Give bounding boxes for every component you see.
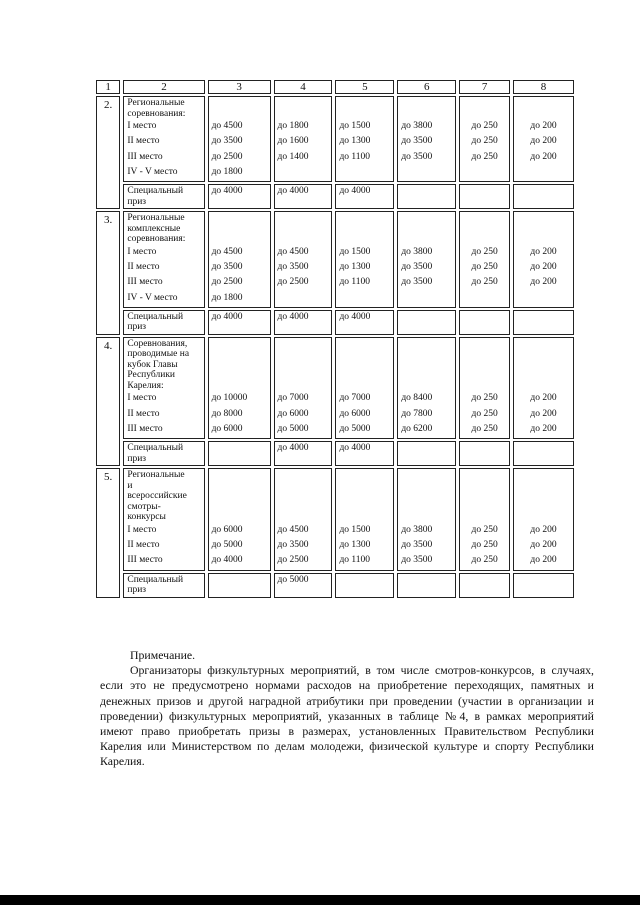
prize-value: до 1100 [339, 277, 371, 288]
value-cell [335, 96, 394, 182]
cell-spacer [339, 98, 390, 119]
header-cell: 8 [513, 80, 574, 94]
cell-spacer [401, 339, 452, 392]
special-prize-label-line: Специальный [127, 443, 184, 454]
special-prize-label-line: приз [127, 196, 147, 207]
prize-value: до 250 [471, 555, 498, 566]
value-cell [459, 337, 510, 439]
prize-value: до 250 [471, 246, 498, 257]
prize-value: до 3500 [401, 555, 433, 566]
cell-spacer [401, 98, 452, 119]
prize-value: до 250 [471, 151, 498, 162]
prize-value: до 200 [530, 524, 557, 535]
special-prize-value [208, 573, 271, 598]
special-prize-value: до 4000 [208, 310, 271, 335]
event-title-line: кубок Главы [127, 359, 178, 370]
value-cell [274, 468, 333, 570]
place-label: III место [127, 555, 163, 566]
header-cell: 1 [96, 80, 120, 94]
prize-value: до 6000 [211, 423, 243, 434]
prize-value: до 4500 [211, 246, 243, 257]
special-prize-value [397, 184, 456, 209]
special-prize-value [459, 573, 510, 598]
special-prize-label-line: Специальный [127, 574, 184, 585]
row-number: 5. [96, 468, 120, 597]
special-prize-value: до 4000 [335, 184, 394, 209]
prize-value: до 200 [530, 151, 557, 162]
prize-value: до 8000 [211, 408, 243, 419]
special-prize-label [123, 441, 204, 466]
event-label [123, 211, 204, 308]
special-prize-label [123, 310, 204, 335]
prize-value: до 250 [471, 423, 498, 434]
prize-value: до 3500 [277, 261, 309, 272]
table-body [96, 80, 574, 598]
prize-value: до 250 [471, 524, 498, 535]
prize-value: до 3800 [401, 246, 433, 257]
place-label: II место [127, 408, 160, 419]
special-prize-value [459, 310, 510, 335]
cell-spacer [212, 339, 267, 392]
table-row [96, 211, 574, 308]
value-cell [274, 211, 333, 308]
cell-spacer [339, 339, 390, 392]
prize-value: до 1400 [277, 151, 309, 162]
prize-table [93, 78, 577, 600]
special-prize-value: до 4000 [335, 441, 394, 466]
value-cell [513, 337, 574, 439]
value-cell [397, 96, 456, 182]
prize-value: до 1300 [339, 136, 371, 147]
prize-value: до 200 [530, 136, 557, 147]
place-label: IV - V место [127, 166, 178, 177]
cell-spacer [401, 213, 452, 245]
cell-spacer [517, 470, 570, 523]
prize-value: до 3500 [401, 261, 433, 272]
special-prize-value: до 4000 [208, 184, 271, 209]
special-prize-value [513, 310, 574, 335]
prize-value: до 7800 [401, 408, 433, 419]
cell-spacer [463, 98, 506, 119]
table-header-row [96, 80, 574, 94]
special-prize-row [96, 184, 574, 209]
event-title-line: Региональные [127, 98, 185, 108]
value-cell [513, 211, 574, 308]
prize-value: до 1600 [277, 136, 309, 147]
special-prize-value [459, 441, 510, 466]
cell-spacer [517, 339, 570, 392]
value-cell [459, 211, 510, 308]
cell-spacer [278, 339, 329, 392]
cell-spacer [339, 213, 390, 245]
value-cell [397, 211, 456, 308]
prize-value: до 200 [530, 540, 557, 551]
special-prize-value [513, 573, 574, 598]
prize-value: до 3500 [211, 136, 243, 147]
prize-value: до 2500 [211, 151, 243, 162]
prize-value: до 8400 [401, 393, 433, 404]
value-cell [208, 337, 271, 439]
prize-value: до 7000 [339, 393, 371, 404]
cell-spacer [339, 470, 390, 523]
table-row [96, 468, 574, 570]
prize-value: до 1300 [339, 261, 371, 272]
place-label: II место [127, 136, 160, 147]
prize-value: до 7000 [277, 393, 309, 404]
prize-value: до 200 [530, 121, 557, 131]
row-number: 3. [96, 211, 120, 335]
prize-value: до 3500 [401, 540, 433, 551]
prize-value: до 1800 [211, 166, 243, 177]
event-label [123, 96, 204, 182]
place-label: III место [127, 277, 163, 288]
special-prize-value: до 4000 [274, 310, 333, 335]
cell-spacer [212, 213, 267, 245]
special-prize-row [96, 441, 574, 466]
cell-spacer [278, 470, 329, 523]
cell-spacer [401, 470, 452, 523]
prize-value: до 4500 [277, 524, 309, 535]
value-cell [335, 337, 394, 439]
prize-value: до 3500 [211, 261, 243, 272]
event-label [123, 337, 204, 439]
prize-value: до 1100 [339, 151, 371, 162]
prize-value: до 10000 [211, 393, 248, 404]
event-title-line: всероссийские [127, 491, 187, 502]
header-cell: 5 [335, 80, 394, 94]
place-label: I место [127, 121, 157, 131]
place-label: I место [127, 246, 157, 257]
cell-spacer [278, 213, 329, 245]
event-title-line: Региональные [127, 213, 185, 224]
place-label: I место [127, 393, 157, 404]
prize-value: до 3800 [401, 524, 433, 535]
scan-bottom-edge [0, 895, 640, 905]
prize-value: до 6000 [211, 524, 243, 535]
value-cell [459, 468, 510, 570]
prize-value: до 200 [530, 277, 557, 288]
prize-value: до 6000 [277, 408, 309, 419]
cell-spacer [212, 470, 267, 523]
prize-value: до 250 [471, 393, 498, 404]
prize-value: до 200 [530, 555, 557, 566]
value-cell [335, 468, 394, 570]
event-title-line: соревнования: [127, 108, 186, 119]
header-cell: 7 [459, 80, 510, 94]
event-title-line: и [127, 480, 133, 491]
special-prize-value: до 4000 [274, 441, 333, 466]
prize-value: до 3500 [401, 136, 433, 147]
special-prize-value: до 4000 [274, 184, 333, 209]
prize-value: до 3500 [401, 277, 433, 288]
special-prize-value: до 4000 [335, 310, 394, 335]
event-title-line: Соревнования, [127, 338, 188, 349]
value-cell [208, 211, 271, 308]
prize-value: до 3500 [401, 151, 433, 162]
value-cell [274, 96, 333, 182]
prize-value: до 250 [471, 261, 498, 272]
table-row [96, 337, 574, 439]
prize-value: до 6200 [401, 423, 433, 434]
special-prize-label [123, 573, 204, 598]
value-cell [513, 96, 574, 182]
prize-value: до 200 [530, 393, 557, 404]
prize-value: до 250 [471, 277, 498, 288]
cell-spacer [278, 98, 329, 119]
prize-value: до 1500 [339, 246, 371, 257]
event-title-line: Региональные [127, 470, 185, 481]
header-cell: 2 [123, 80, 204, 94]
table-row [96, 96, 574, 182]
row-number: 4. [96, 337, 120, 466]
place-label: IV - V место [127, 292, 178, 303]
prize-value: до 1800 [277, 121, 309, 131]
special-prize-label-line: приз [127, 585, 147, 596]
header-cell: 6 [397, 80, 456, 94]
prize-value: до 4500 [277, 246, 309, 257]
special-prize-value [513, 441, 574, 466]
cell-spacer [463, 339, 506, 392]
value-cell [208, 468, 271, 570]
event-title-line: проводимые на [127, 349, 190, 360]
special-prize-label-line: приз [127, 322, 147, 333]
prize-value: до 250 [471, 408, 498, 419]
event-title-line: Карелия: [127, 380, 164, 391]
special-prize-value [459, 184, 510, 209]
event-title-line: Республики [127, 370, 176, 381]
prize-value: до 1300 [339, 540, 371, 551]
prize-value: до 200 [530, 408, 557, 419]
event-title-line: соревнования: [127, 234, 186, 245]
prize-value: до 3800 [401, 121, 433, 131]
special-prize-value [397, 573, 456, 598]
cell-spacer [463, 470, 506, 523]
special-prize-label-line: Специальный [127, 186, 184, 197]
prize-value: до 1500 [339, 524, 371, 535]
value-cell [459, 96, 510, 182]
value-cell [397, 337, 456, 439]
note-text: Организаторы физкультурных мероприятий, в том числе смотров-конкурсов, в случаях, если это не предусмотрено нормами расходов на приобретение переходящих, памятных и денежных призов и другой наградной атрибутики при проведении (участии в организации и проведении) физкультурных мероприятий, указанных в таблице №4, в рамках мероприятий имеют право приобретать призы в размерах, установленных Правительством Республики Карелия или Министерством по делам молодежи, физической культуре и спорту Республики Карелия. [100, 663, 594, 769]
place-label: I место [127, 524, 157, 535]
value-cell [208, 96, 271, 182]
prize-value: до 5000 [277, 423, 309, 434]
prize-value: до 4500 [211, 121, 243, 131]
place-label: III место [127, 423, 163, 434]
special-prize-value [397, 310, 456, 335]
value-cell [335, 211, 394, 308]
cell-spacer [517, 213, 570, 245]
place-label: III место [127, 151, 163, 162]
prize-value: до 1500 [339, 121, 371, 131]
event-title-line: смотры- [127, 501, 161, 512]
prize-value: до 250 [471, 136, 498, 147]
note-section [100, 648, 594, 770]
prize-value: до 200 [530, 423, 557, 434]
prize-value: до 200 [530, 246, 557, 257]
prize-value: до 250 [471, 121, 498, 131]
special-prize-label [123, 184, 204, 209]
special-prize-row [96, 310, 574, 335]
special-prize-value: до 5000 [274, 573, 333, 598]
special-prize-value [335, 573, 394, 598]
place-label: II место [127, 540, 160, 551]
prize-value: до 5000 [211, 540, 243, 551]
special-prize-row [96, 573, 574, 598]
event-label [123, 468, 204, 570]
prize-value: до 4000 [211, 555, 243, 566]
place-label: II место [127, 261, 160, 272]
note-title: Примечание. [130, 648, 196, 662]
prize-value: до 2500 [277, 555, 309, 566]
prize-value: до 3500 [277, 540, 309, 551]
prize-value: до 1800 [211, 292, 243, 303]
special-prize-value [513, 184, 574, 209]
value-cell [513, 468, 574, 570]
prize-value: до 2500 [277, 277, 309, 288]
special-prize-label-line: Специальный [127, 311, 184, 322]
row-number: 2. [96, 96, 120, 209]
prize-value: до 250 [471, 540, 498, 551]
header-cell: 4 [274, 80, 333, 94]
prize-value: до 200 [530, 261, 557, 272]
prize-value: до 6000 [339, 408, 371, 419]
cell-spacer [463, 213, 506, 245]
special-prize-label-line: приз [127, 453, 147, 464]
value-cell [274, 337, 333, 439]
event-title-line: комплексные [127, 223, 181, 234]
prize-value: до 1100 [339, 555, 371, 566]
event-title-line: конкурсы [127, 512, 166, 523]
value-cell [397, 468, 456, 570]
cell-spacer [212, 98, 267, 119]
prize-value: до 2500 [211, 277, 243, 288]
prize-value: до 5000 [339, 423, 371, 434]
cell-spacer [517, 98, 570, 119]
header-cell: 3 [208, 80, 271, 94]
special-prize-value [397, 441, 456, 466]
special-prize-value [208, 441, 271, 466]
